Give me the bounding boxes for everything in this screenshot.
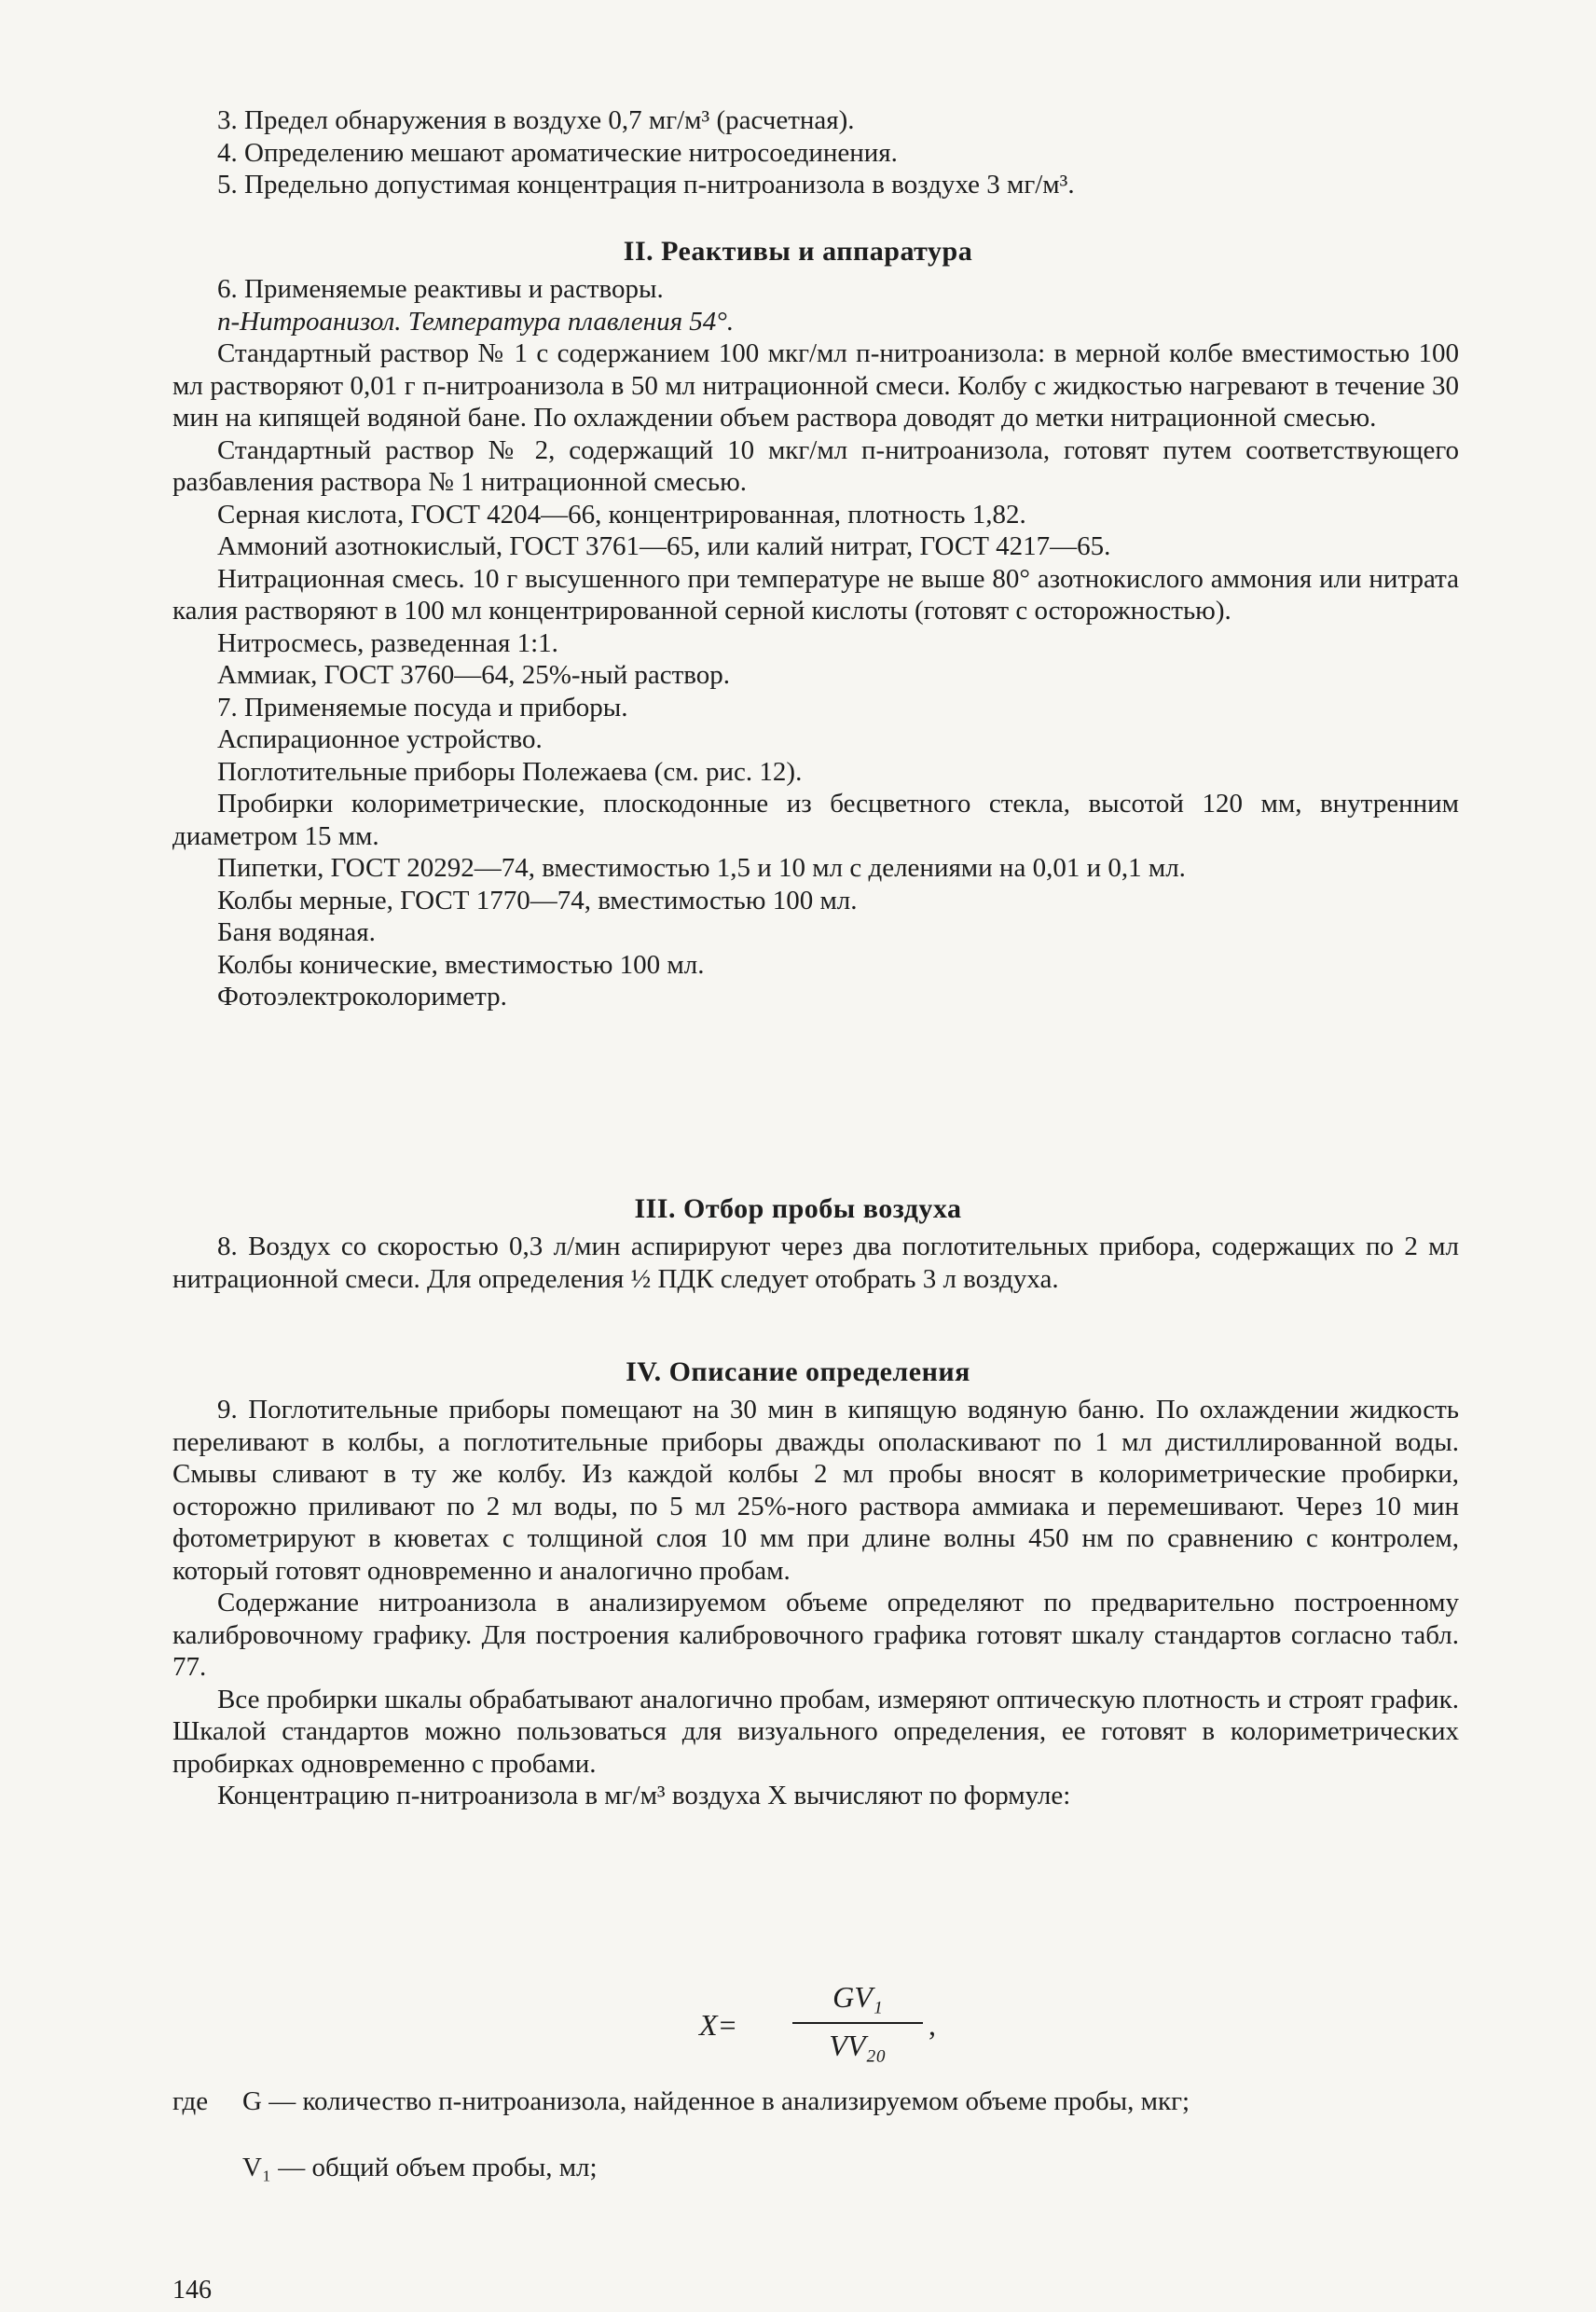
formula-lhs: X= [699,2008,738,2042]
paragraph: Баня водяная. [217,917,376,947]
paragraph: 9. Поглотительные приборы помещают на 30 мин в кипящую водяную баню. По охлаждении жидкость переливают в колбы, а поглотительные приборы дважды ополаскивают по 1 мл дистиллированной воды. Смывы сливают в ту же колбу. Из каждой колбы 2 мл пробы вносят в колориметрические пробирки, осторожно приливают по 2 мл воды, по 5 мл 25%-ного раствора аммиака и перемешивают. Через 10 мин фотометрируют в кюветах с толщиной слоя 10 мм при длине волны 450 нм по сравнению с контролем, который готовят одновременно и аналогично пробам. [172,1395,1459,1586]
formula-numerator: GV₁ [832,1980,883,2014]
paragraph: Фотоэлектроколориметр. [217,982,507,1012]
section-4-heading: IV. Описание определения [626,1356,970,1387]
item-5: 5. Предельно допустимая концентрация п-нитроанизола в воздухе 3 мг/м³. [217,170,1075,200]
section-3-body [172,1231,1459,1295]
paragraph: Концентрацию п-нитроанизола в мг/м³ воздуха X вычисляют по формуле: [217,1781,1071,1810]
section-2-body [172,273,1459,1013]
paragraph: Содержание нитроанизола в анализируемом объеме определяют по предварительно построенному калибровочному графику. Для построения калибровочного графика готовят шкалу стандартов согласно табл. 77. [172,1588,1459,1682]
section-3-heading: III. Отбор пробы воздуха [634,1193,962,1224]
paragraph: п-Нитроанизол. Температура плавления 54°. [217,306,735,337]
paragraph: Нитросмесь, разведенная 1:1. [217,627,558,658]
paragraph: Пробирки колориметрические, плоскодонные из бесцветного стекла, высотой 120 мм, внутренним диаметром 15 мм. [172,789,1459,851]
legend-label: где [172,2086,209,2116]
formula-comma: , [929,2008,936,2042]
paragraph: Серная кислота, ГОСТ 4204—66, концентрированная, плотность 1,82. [217,499,1026,530]
items-top [172,104,1459,201]
formula [699,1981,979,2084]
paragraph: Все пробирки шкалы обрабатывают аналогично пробам, измеряют оптическую плотность и строят график. Шкалой стандартов можно пользоваться для визуального определения, ее готовят в колориметрических пробирках одновременно с пробами. [172,1684,1459,1779]
page-number: 146 [172,2276,212,2305]
paragraph: 6. Применяемые реактивы и растворы. [217,274,664,304]
paragraph: Колбы мерные, ГОСТ 1770—74, вместимостью 100 мл. [217,885,858,915]
legend-line-g: G — количество п-нитроанизола, найденное в анализируемом объеме пробы, мкг; [242,2086,1190,2116]
item-3: 3. Предел обнаружения в воздухе 0,7 мг/м³ (расчетная). [217,105,855,135]
formula-denominator: VV₂₀ [829,2029,887,2062]
paragraph: Поглотительные приборы Полежаева (см. рис. 12). [217,756,803,787]
section-4-body [172,1394,1459,1812]
paragraph: Пипетки, ГОСТ 20292—74, вместимостью 1,5 и 10 мл с делениями на 0,01 и 0,1 мл. [217,853,1186,883]
legend-line-v1: V₁ — общий объем пробы, мл; [242,2153,598,2182]
paragraph: Аммоний азотнокислый, ГОСТ 3761—65, или калий нитрат, ГОСТ 4217—65. [217,531,1111,561]
paragraph: Стандартный раствор № 1 с содержанием 100 мкг/мл п-нитроанизола: в мерной колбе вместимостью 100 мл растворяют 0,01 г п-нитроанизола в 50 мл нитрационной смеси. Колбу с жидкостью нагревают в течение 30 мин на кипящей водяной бане. По охлаждении объем раствора доводят до метки нитрационной смесью. [172,338,1459,433]
paragraph: Аспирационное устройство. [217,724,543,754]
fraction-bar [792,2022,923,2024]
paragraph: Нитрационная смесь. 10 г высушенного при температуре не выше 80° азотнокислого аммония или нитрата калия растворяют в 100 мл концентрированной серной кислоты (готовят с осторожностью). [172,563,1459,626]
paragraph: 8. Воздух со скоростью 0,3 л/мин аспирируют через два поглотительных прибора, содержащих по 2 мл нитрационной смеси. Для определения ½ ПДК следует отобрать 3 л воздуха. [172,1232,1459,1294]
paragraph: 7. Применяемые посуда и приборы. [217,692,628,722]
paragraph: Аммиак, ГОСТ 3760—64, 25%-ный раствор. [217,660,731,690]
paragraph: Колбы конические, вместимостью 100 мл. [217,949,705,980]
section-2-heading: II. Реактивы и аппаратура [623,236,973,267]
item-4: 4. Определению мешают ароматические нитросоединения. [217,137,898,168]
paragraph: Стандартный раствор № 2, содержащий 10 мкг/мл п-нитроанизола, готовят путем соответствующего разбавления раствора № 1 нитрационной смесью. [172,434,1459,497]
